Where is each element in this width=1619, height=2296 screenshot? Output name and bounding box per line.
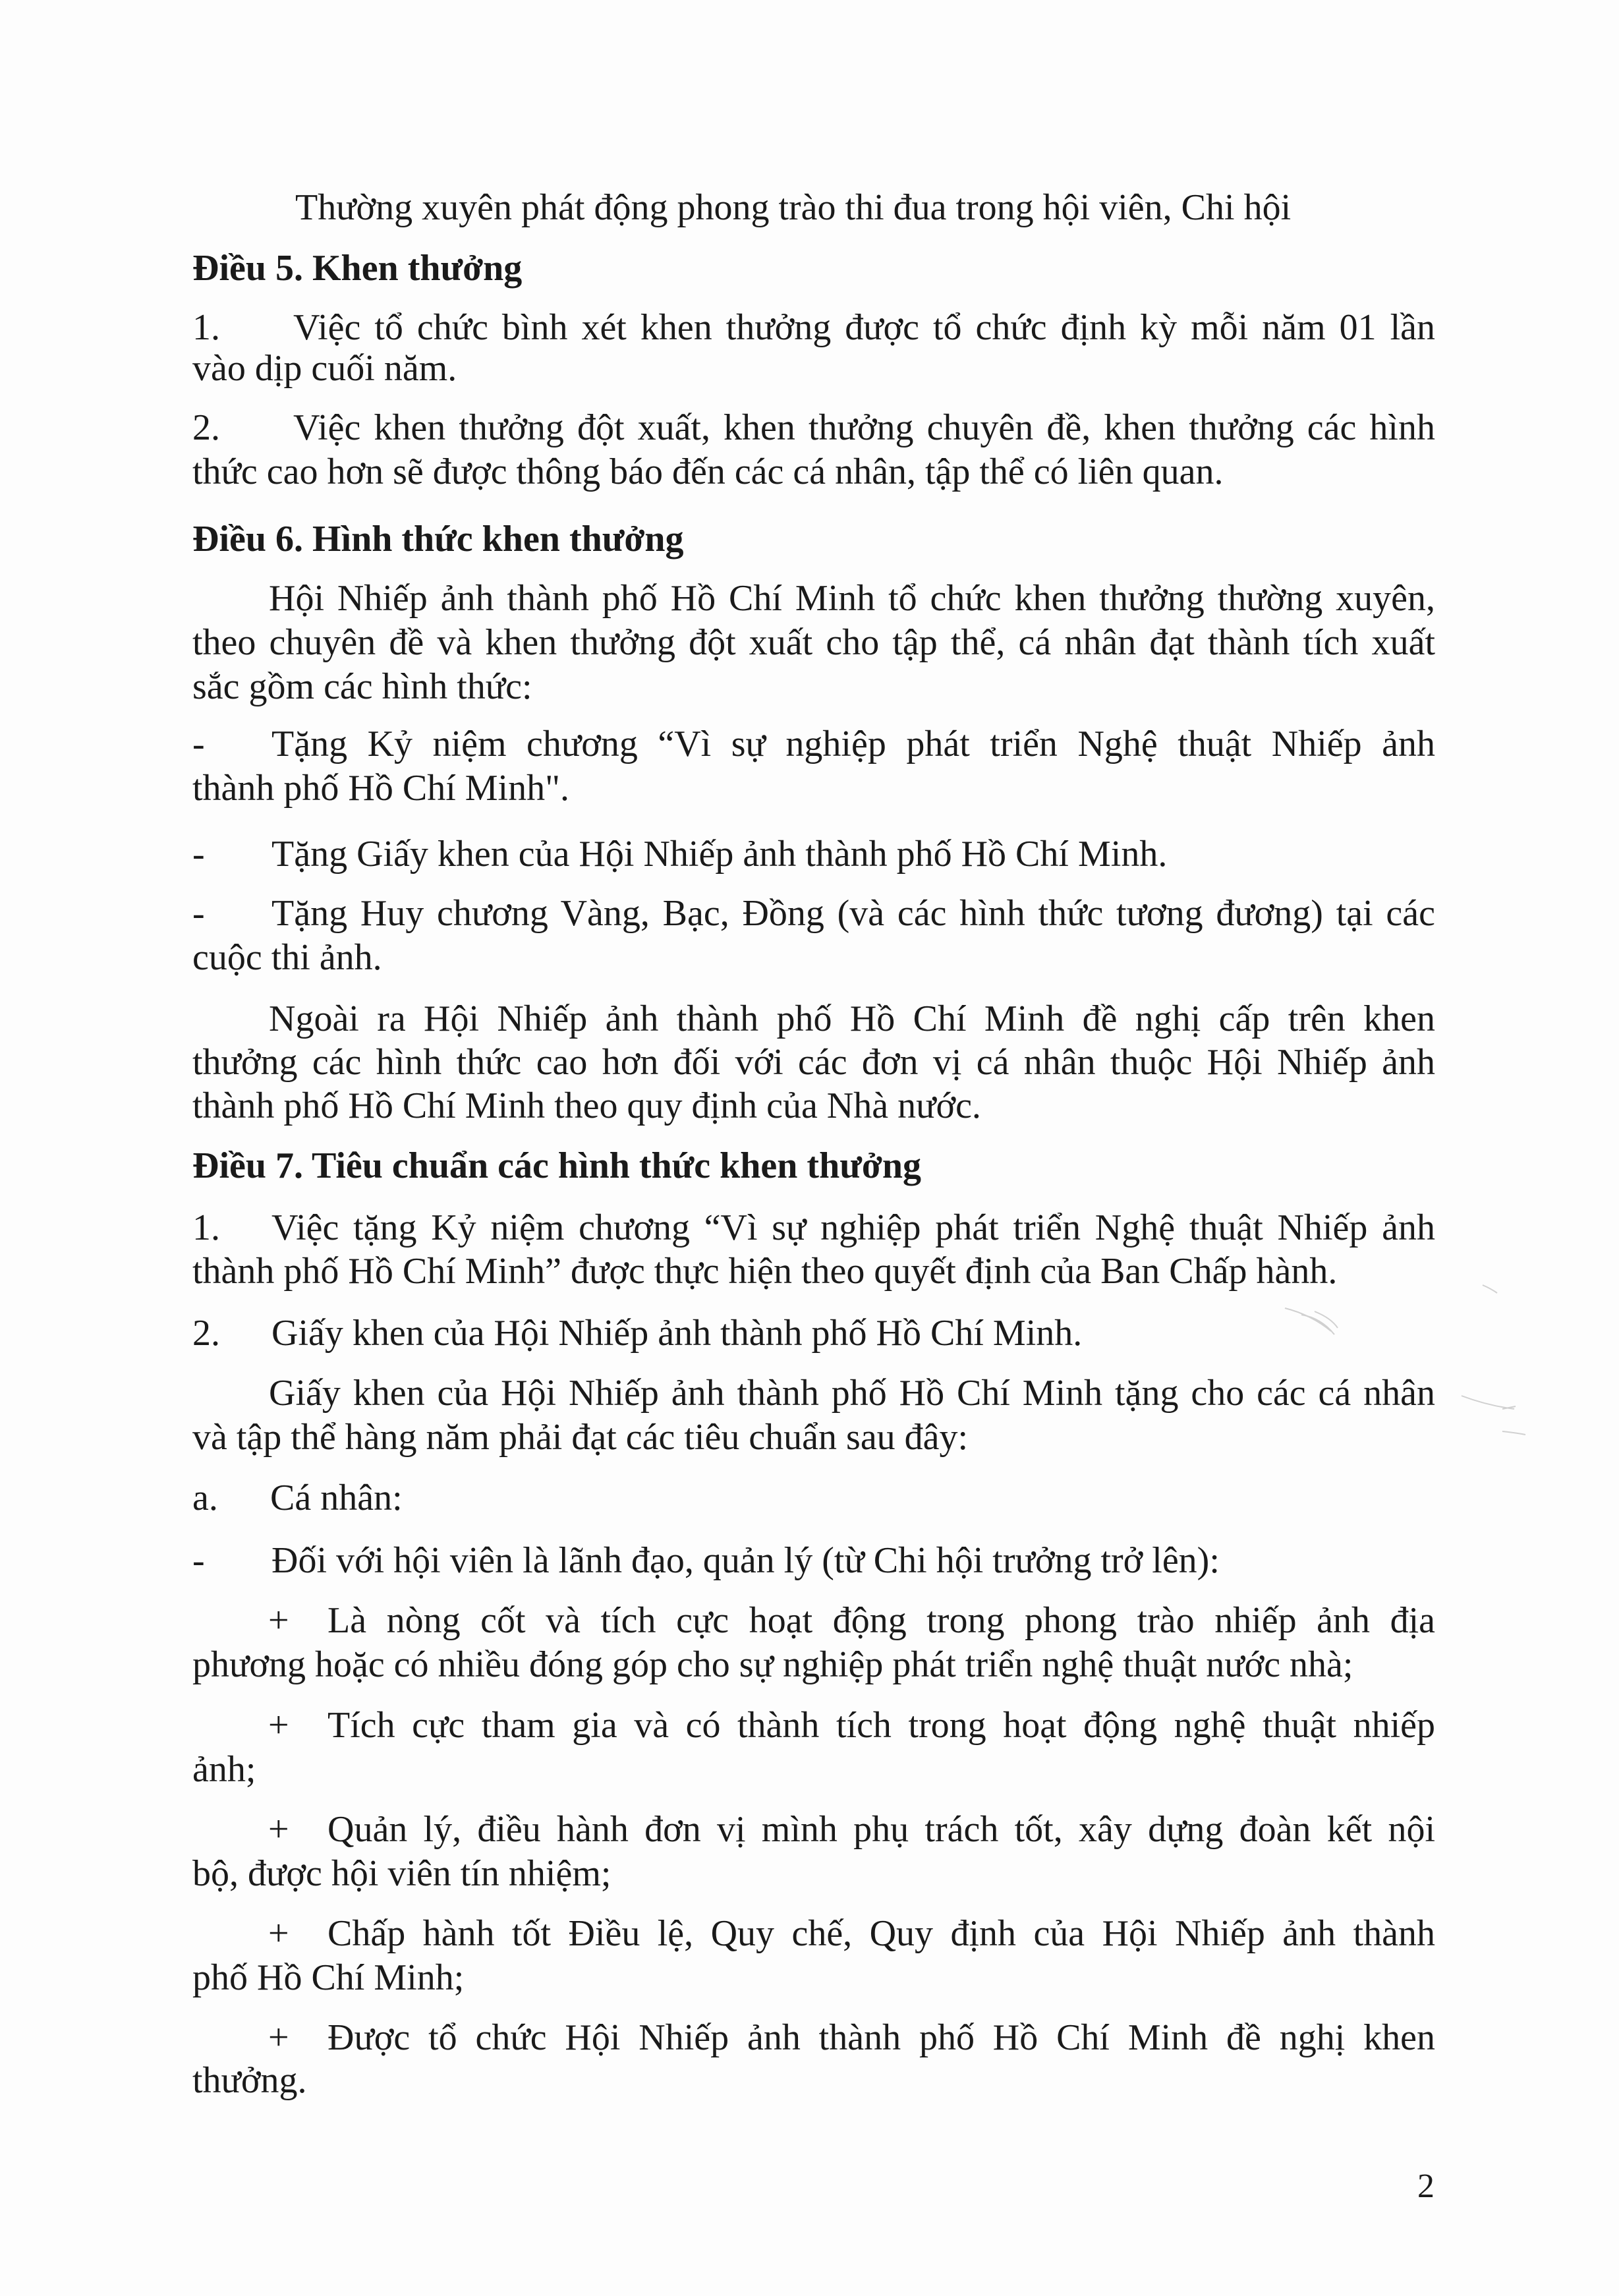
criteria-1 xyxy=(192,1599,1435,1687)
paragraph-line: Tặng Huy chương Vàng, Bạc, Đồng (và các hình thức tương đương) tại các xyxy=(271,893,1435,934)
paragraph-line: Quản lý, điều hành đơn vị mình phụ trách tốt, xây dựng đoàn kết nội xyxy=(327,1809,1435,1850)
item-number: 1. xyxy=(192,1207,220,1248)
paragraph-line: cuộc thi ảnh. xyxy=(192,937,382,978)
paragraph-line: Ngoài ra Hội Nhiếp ảnh thành phố Hồ Chí Minh đề nghị cấp trên khen xyxy=(269,998,1435,1039)
article-7-heading xyxy=(192,1144,1435,1188)
dash-marker: - xyxy=(192,893,205,934)
paragraph-first-line xyxy=(192,1912,1435,1956)
article-5-heading xyxy=(192,246,1435,291)
intro-paragraph xyxy=(192,186,1435,230)
paragraph-line: thưởng các hình thức cao hơn đối với các đơn vị cá nhân thuộc Hội Nhiếp ảnh xyxy=(192,1042,1435,1083)
dash-marker: - xyxy=(192,834,205,875)
paragraph-first-line xyxy=(192,892,1435,936)
article-7-item-1 xyxy=(192,1206,1435,1293)
heading-text: Điều 7. Tiêu chuẩn các hình thức khen thưởng xyxy=(192,1145,921,1186)
paragraph-first-line xyxy=(192,1539,1435,1583)
paragraph-first-line xyxy=(192,2017,1435,2059)
paragraph-line: Giấy khen của Hội Nhiếp ảnh thành phố Hồ Chí Minh tặng cho các cá nhân xyxy=(269,1373,1435,1414)
paragraph-first-line xyxy=(192,1476,1435,1520)
plus-marker: + xyxy=(268,1913,289,1954)
scan-mark xyxy=(1483,1285,1497,1293)
paragraph-line: Giấy khen của Hội Nhiếp ảnh thành phố Hồ Chí Minh. xyxy=(271,1313,1083,1354)
page-number: 2 xyxy=(1417,2167,1434,2205)
letter-marker: a. xyxy=(192,1478,218,1518)
item-number: 1. xyxy=(192,307,220,348)
paragraph-line: Được tổ chức Hội Nhiếp ảnh thành phố Hồ Chí Minh đề nghị khen xyxy=(327,2017,1435,2058)
paragraph-first-line xyxy=(192,307,1435,348)
scan-mark xyxy=(1502,1406,1516,1409)
paragraph-first-line xyxy=(192,1311,1435,1356)
paragraph-first-line xyxy=(192,1206,1435,1249)
paragraph-line: Cá nhân: xyxy=(270,1478,403,1518)
paragraph-line: thành phố Hồ Chí Minh theo quy định của Nhà nước. xyxy=(192,1085,981,1126)
paragraph-line: thức cao hơn sẽ được thông báo đến các cá nhân, tập thể có liên quan. xyxy=(192,451,1224,492)
paragraph-line: thưởng. xyxy=(192,2060,307,2101)
paragraph-line: vào dịp cuối năm. xyxy=(192,348,457,389)
paragraph-line: ảnh; xyxy=(192,1749,256,1790)
paragraph-line: Thường xuyên phát động phong trào thi đua trong hội viên, Chi hội xyxy=(295,187,1292,228)
paragraph-first-line xyxy=(192,1599,1435,1643)
paragraph-line: Hội Nhiếp ảnh thành phố Hồ Chí Minh tổ chức khen thưởng thường xuyên, xyxy=(269,578,1435,619)
paragraph-line: Là nòng cốt và tích cực hoạt động trong phong trào nhiếp ảnh địa xyxy=(327,1600,1435,1641)
article-5-item-1 xyxy=(192,307,1435,389)
scan-mark xyxy=(1502,1431,1525,1435)
heading-text: Điều 6. Hình thức khen thưởng xyxy=(192,519,684,560)
dash-marker: - xyxy=(192,724,205,764)
article-6-closing xyxy=(192,997,1435,1128)
plus-marker: + xyxy=(268,1705,289,1746)
paragraph-line: theo chuyên đề và khen thưởng đột xuất cho tập thể, cá nhân đạt thành tích xuất xyxy=(192,622,1435,663)
paragraph-line: Chấp hành tốt Điều lệ, Quy chế, Quy định của Hội Nhiếp ảnh thành xyxy=(327,1913,1435,1954)
paragraph-line: bộ, được hội viên tín nhiệm; xyxy=(192,1853,611,1894)
article-6-bullet-3 xyxy=(192,892,1435,980)
item-number: 2. xyxy=(192,1313,220,1354)
dash-marker: - xyxy=(192,1540,205,1581)
paragraph-first-line xyxy=(192,832,1435,876)
paragraph-line: và tập thể hàng năm phải đạt các tiêu chuẩn sau đây: xyxy=(192,1417,969,1458)
article-6-heading xyxy=(192,517,1435,561)
scan-mark xyxy=(1462,1396,1514,1409)
paragraph-line: Việc tổ chức bình xét khen thưởng được tổ chức định kỳ mỗi năm 01 lần xyxy=(293,307,1435,348)
criteria-4 xyxy=(192,1912,1435,2000)
article-7-giay-khen xyxy=(192,1371,1435,1460)
paragraph-line: Tặng Giấy khen của Hội Nhiếp ảnh thành phố Hồ Chí Minh. xyxy=(271,834,1168,875)
paragraph-first-line xyxy=(192,406,1435,450)
article-7-item-2 xyxy=(192,1311,1435,1356)
paragraph-line: Việc khen thưởng đột xuất, khen thưởng chuyên đề, khen thưởng các hình xyxy=(293,407,1435,448)
paragraph-first-line xyxy=(192,1808,1435,1852)
criteria-3 xyxy=(192,1808,1435,1896)
article-6-intro xyxy=(192,577,1435,709)
paragraph-line: Tặng Kỷ niệm chương “Vì sự nghiệp phát triển Nghệ thuật Nhiếp ảnh xyxy=(271,724,1435,764)
leader-criteria-intro xyxy=(192,1539,1435,1583)
plus-marker: + xyxy=(268,1600,289,1641)
article-6-bullet-1 xyxy=(192,722,1435,811)
sub-a-individual xyxy=(192,1476,1435,1520)
article-5-item-2 xyxy=(192,406,1435,494)
paragraph-line: phố Hồ Chí Minh; xyxy=(192,1957,465,1998)
paragraph-line: sắc gồm các hình thức: xyxy=(192,666,532,707)
paragraph-line: Đối với hội viên là lãnh đạo, quản lý (từ Chi hội trưởng trở lên): xyxy=(271,1540,1220,1581)
criteria-2 xyxy=(192,1704,1435,1792)
article-6-bullet-2 xyxy=(192,832,1435,876)
heading-text: Điều 5. Khen thưởng xyxy=(192,248,523,289)
plus-marker: + xyxy=(268,2017,289,2058)
paragraph-first-line xyxy=(192,1704,1435,1748)
paragraph-line: phương hoặc có nhiều đóng góp cho sự nghiệp phát triển nghệ thuật nước nhà; xyxy=(192,1644,1353,1685)
paragraph-first-line xyxy=(192,722,1435,766)
criteria-5 xyxy=(192,2017,1435,2102)
plus-marker: + xyxy=(268,1809,289,1850)
paragraph-line: thành phố Hồ Chí Minh” được thực hiện theo quyết định của Ban Chấp hành. xyxy=(192,1251,1338,1292)
item-number: 2. xyxy=(192,407,220,448)
paragraph-line: Tích cực tham gia và có thành tích trong hoạt động nghệ thuật nhiếp xyxy=(327,1705,1435,1746)
paragraph-line: Việc tặng Kỷ niệm chương “Vì sự nghiệp phát triển Nghệ thuật Nhiếp ảnh xyxy=(271,1207,1435,1248)
paragraph-line: thành phố Hồ Chí Minh". xyxy=(192,768,569,809)
